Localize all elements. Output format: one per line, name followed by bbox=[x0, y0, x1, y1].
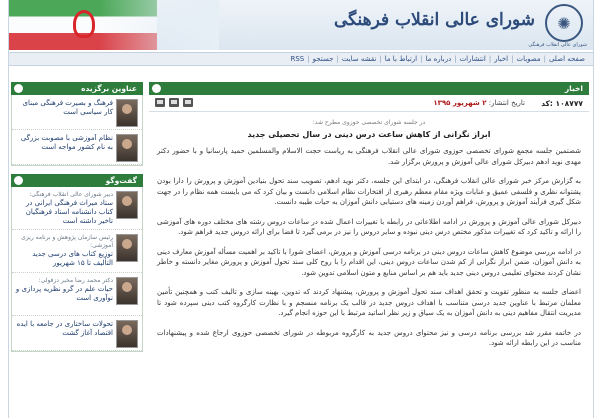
list-item[interactable] bbox=[12, 130, 142, 165]
box-corner-icon bbox=[14, 176, 23, 185]
sidebar bbox=[11, 82, 143, 352]
news-code: ۱۰۸۷۷۷ :کد bbox=[541, 99, 583, 108]
person-photo-icon[interactable] bbox=[116, 99, 138, 127]
featured-title: عناوین برگزیده bbox=[81, 84, 137, 93]
interview-box-header bbox=[11, 174, 143, 187]
nav-news[interactable]: اخبار bbox=[494, 55, 509, 63]
person-photo-icon[interactable] bbox=[116, 320, 138, 348]
list-item[interactable] bbox=[12, 273, 142, 316]
nav-search[interactable]: جستجو bbox=[312, 55, 334, 63]
article-paragraph: به گزارش مرکز خبر شورای عالی انقلاب فرهنگی، در ابتدای این جلسه، دکتر نوید ادهم، تصویب سند تحول بنیادین آموزش و پرورش را دارا بودن پشتوانه نظری و فلسفی عمیق و عنایات ویژه مقام معظم رهبری از افتخارات نظام اسلامی دانست و بیان کرد که می بایست همه نظام را در جهت شکل گیری فرآیند آموزش و پرورش، فراهم آوردن زمینه های دستیابی دانش آموزان به حیات طیبه دانست. bbox=[157, 177, 581, 206]
featured-item-text[interactable]: نظام آموزشی با مصوبت بزرگی به نام کشور مواجه است bbox=[20, 134, 113, 151]
article-paragraph: در خاتمه مقرر شد بررسی برنامه درسی و نیز محتوای دروس جدید به کارگروه مربوطه در شورای تخصصی حوزوی ارجاع شده و پیشنهادات مناسب در این رابطه ارائه شود. bbox=[157, 328, 581, 347]
person-photo-icon[interactable] bbox=[116, 191, 138, 219]
nav-about[interactable]: درباره ما bbox=[425, 55, 452, 63]
interview-author: دکتر محمد رضا مخبر دزفولی: bbox=[38, 277, 113, 284]
news-section-header bbox=[149, 82, 589, 95]
interview-list bbox=[11, 187, 143, 352]
article-paragraph: اعضای جلسه به منظور تقویت و تحقق اهداف سند تحول آموزش و پرورش، پیشنهاد کردند که تدوین، بهینه سازی و تالیف کتب و همچنین تأمین معلمان مرتبط با عناوین جدید درسی متناسب با اهداف دروس جدید در قالب یک برنامه منسجم و با نظارت کارگروه کتب دینی سپرده شود تا مدیریت انتقال مفاهیم دینی به دانش آموزان به یک سیاق و زیر نظر اساتید مرتبط با این حوزه انجام گیرد. bbox=[157, 288, 581, 317]
nav-rss[interactable]: RSS bbox=[290, 55, 305, 63]
nav-sitemap[interactable]: نقشه سایت bbox=[341, 55, 377, 63]
box-corner-icon bbox=[14, 84, 23, 93]
article-headline: ابراز نگرانی از کاهش ساعت درس دینی در سال تحصیلی جدید bbox=[247, 129, 491, 139]
publish-date-value: ۲ شهریور ۱۳۹۵ bbox=[433, 99, 487, 107]
site-title[interactable]: شورای عالی انقلاب فرهنگی bbox=[333, 10, 535, 30]
article-paragraph: شصتمین جلسه مجمع شورای تخصصی حوزوی شورای عالی انقلاب فرهنگی به ریاست حجت الاسلام والمسلمین حمید پارسانیا و با حضور دکتر مهدی نوید ادهم دبیرکل شورای عالی آموزش و پرورش برگزار شد. bbox=[157, 147, 581, 166]
publish-date-label: تاریخ انتشار: bbox=[488, 99, 525, 107]
interview-author: دبیر شورای عالی انقلاب فرهنگی: bbox=[29, 191, 113, 198]
interview-author: رئیس سازمان پژوهش و برنامه ریزی آموزشی: bbox=[21, 234, 113, 249]
interview-item-text[interactable]: تحولات ساختاری در جامعه با ایده اقتصاد آغاز گشت bbox=[16, 320, 113, 337]
article-tools bbox=[155, 98, 193, 107]
section-title: اخبار bbox=[564, 84, 583, 93]
box-corner-icon bbox=[152, 84, 161, 93]
article-kicker: در جلسه شورای تخصصی حوزوی مطرح شد: bbox=[312, 119, 426, 126]
list-item[interactable] bbox=[12, 95, 142, 130]
save-icon[interactable] bbox=[169, 98, 179, 107]
publish-date bbox=[433, 99, 525, 107]
council-logo-icon[interactable]: ✺ bbox=[545, 4, 583, 42]
logo-caption: شورای عالی انقلاب فرهنگی bbox=[528, 42, 587, 48]
featured-item-text[interactable]: فرهنگ و بصیرت فرهنگی مبنای کار سیاسی است bbox=[22, 99, 113, 116]
print-icon[interactable] bbox=[183, 98, 193, 107]
article-paragraph: در ادامه بررسی موضوع کاهش ساعات دروس دینی در برنامه درسی آموزش و پرورش، اعضای شورا با تاکید بر اهمیت مسأله آموزش معارف دینی به دانش آموزان، ضمن ابراز نگرانی از کم شدن ساعات دروس دینی، این اقدام را با روح کلی سند تحول آموزش و پرورش مغایر دانسته و خاطر نشان کردند محتوای تعلیمی دروس دینی جدید باید هم بر اساس منابع و متون اسلامی تدوین شود. bbox=[157, 247, 581, 277]
article bbox=[149, 112, 589, 349]
flag-emblem-icon bbox=[73, 10, 95, 38]
page bbox=[8, 0, 594, 418]
nav-resolutions[interactable]: مصوبات bbox=[516, 55, 541, 63]
site-header bbox=[9, 0, 593, 50]
interview-title: گفت‌وگو bbox=[105, 176, 137, 185]
interview-item-text[interactable]: ستاد میراث فرهنگی ایرانی در کتاب دانشنامه استاد فرهنگیان تاخیر داشته است bbox=[25, 199, 113, 225]
email-icon[interactable] bbox=[155, 98, 165, 107]
nav-publications[interactable]: انتشارات bbox=[459, 55, 486, 63]
main-nav: صفحه اصلی | مصوبات | اخبار | انتشارات | درباره ما | ارتباط با ما | نقشه سایت | جستجو | RSS bbox=[9, 52, 593, 66]
main-content bbox=[149, 82, 589, 358]
nav-contact[interactable]: ارتباط با ما bbox=[384, 55, 418, 63]
featured-box-header bbox=[11, 82, 143, 95]
article-paragraph: دبیرکل شورای عالی آموزش و پرورش در ادامه اطلاعاتی در رابطه با تغییرات اعمال شده در ساعات دروس رشته های مختلف دوره های آموزشی را ارائه و تاکید کرد که تغییرات مذکور مختص درس دینی نبوده و سایر دروس را نیز در برمی گیرد تا فضا برای ارائه دروس جدید فراهم شود. bbox=[157, 217, 581, 236]
nav-home[interactable]: صفحه اصلی bbox=[548, 55, 585, 63]
person-photo-icon[interactable] bbox=[116, 234, 138, 262]
list-item[interactable] bbox=[12, 230, 142, 273]
featured-list bbox=[11, 95, 143, 166]
person-photo-icon[interactable] bbox=[116, 134, 138, 162]
list-item[interactable] bbox=[12, 187, 142, 230]
interview-item-text[interactable]: حیات علم در گرو نظریه پردازی و نوآوری است bbox=[15, 285, 113, 302]
person-photo-icon[interactable] bbox=[116, 277, 138, 305]
interview-item-text[interactable]: توزیع کتاب های درسی جدید التألیف تا ۱۵ شهریور bbox=[32, 250, 113, 267]
list-item[interactable] bbox=[12, 316, 142, 351]
news-meta bbox=[149, 95, 589, 112]
interview-box bbox=[11, 174, 143, 352]
